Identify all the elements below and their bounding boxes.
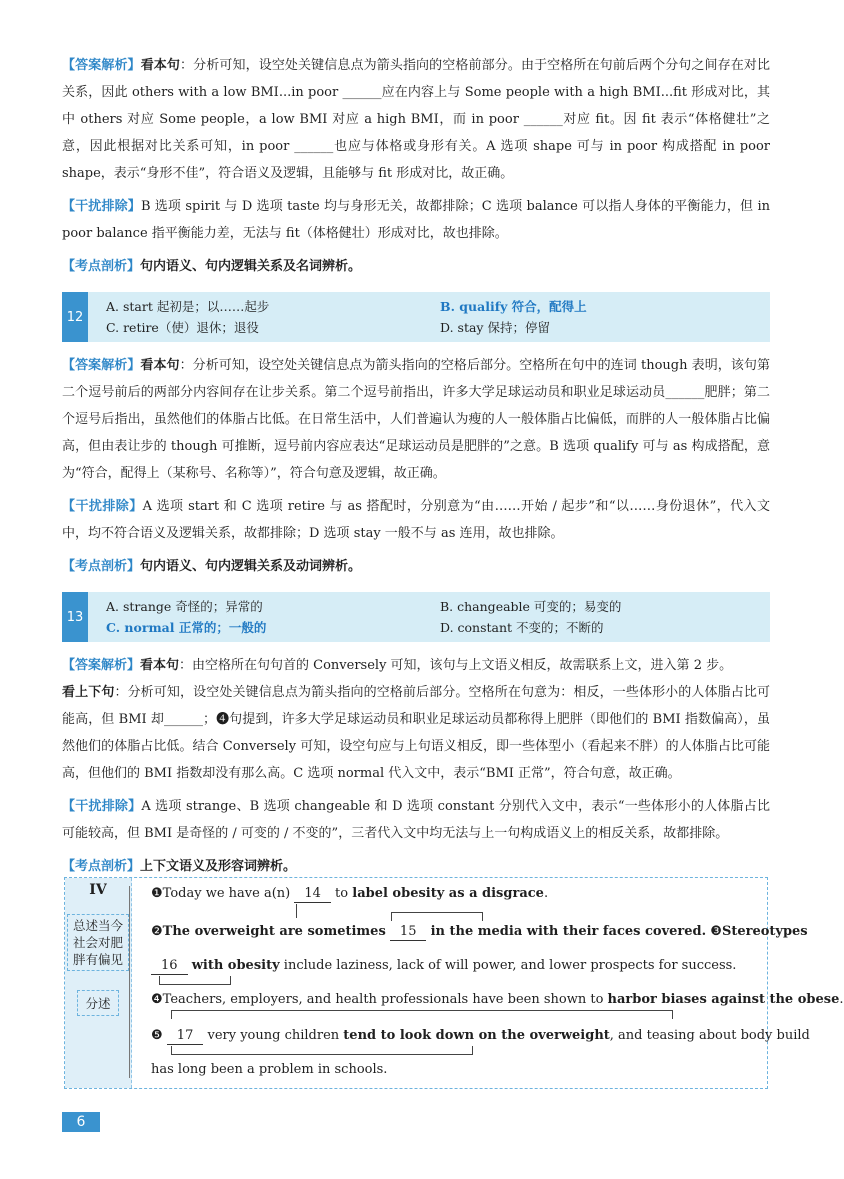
explain-text: ：由空格所在句句首的 Conversely 可知，该句与上文语义相反，故需联系上文，进入第 2 步。 [179, 658, 733, 673]
blank-16[interactable]: 16 [151, 958, 188, 975]
arrow-16 [159, 976, 231, 985]
blank-17[interactable]: 17 [167, 1028, 204, 1045]
passage-box [64, 877, 844, 1089]
sentence-2-3: ❷The overweight are sometimes 15 in the media with their faces covered. ❸Stereotypes [151, 924, 808, 939]
sentence-4: ❹Teachers, employers, and health professionals have been shown to harbor biases against the obese. [151, 992, 844, 1007]
answer-tag: 【答案解析】 [62, 358, 141, 373]
distract-text: A 选项 strange、B 选项 changeable 和 D 选项 constant 分别代入文中，表示“一些体形小的人体脂占比可能较高，但 BMI 是奇怪的 / 可变的 / 不变的”，三者代入文中均无法与上一句构成语义上的相反关系，故都排除。 [62, 799, 770, 841]
point-tag: 【考点剖析】 [62, 259, 141, 274]
option-c-correct: C. normal 正常的；一般的 [106, 620, 267, 635]
arrow-4-to-17 [171, 1010, 673, 1019]
q12-explanation [62, 352, 770, 487]
distract-tag: 【干扰排除】 [62, 199, 141, 214]
passage-sidebar [65, 878, 132, 1088]
option-a: A. start 起初是；以……起步 [106, 299, 270, 314]
blank-15[interactable]: 15 [390, 924, 427, 941]
distract-text: A 选项 start 和 C 选项 retire 与 as 搭配时，分别意为“由……开始 / 起步”和“以……身份退休”，代入文中，均不符合语义及逻辑关系，故都排除；D 选项 stay 一般不与 as 连用，故也排除。 [62, 499, 770, 541]
point-tag: 【考点剖析】 [62, 559, 141, 574]
q11-explanation [62, 52, 770, 187]
distract-text: B 选项 spirit 与 D 选项 taste 均与身形无关，故都排除；C 选项 balance 可以指人身体的平衡能力，但 in poor balance 指平衡能力差，无法与 fit（体格健壮）形成对比，故也排除。 [62, 199, 770, 241]
option-b: B. changeable 可变的；易变的 [440, 599, 622, 614]
explain-text: ：分析可知，设空处关键信息点为箭头指向的空格前部分。由于空格所在句前后两个分句之间存在对比关系，因此 others with a low BMI...in poor ______应在内容上与 Some people with a high BMI...fit 形成对比，其中 others 对应 Some people，a low BMI 对应 a high BMI，而 in poor ______对应 fit。因 fit 表示“体格健壮”之意，因此根据对比关系可知，in poor ______也应与体格或身形有关。A 选项 shape 可与 in poor 构成搭配 in poor shape，表示“身形不佳”，符合语义及逻辑，且能够与 fit 形成对比，故正确。 [62, 58, 770, 181]
arrow-14 [296, 904, 297, 918]
option-a: A. strange 奇怪的；异常的 [106, 599, 263, 614]
q12-options [62, 292, 770, 342]
sentence-3b: 16 with obesity include laziness, lack of will power, and lower prospects for success. [151, 956, 736, 976]
q13-explanation [62, 652, 770, 787]
option-b-correct: B. qualify 符合，配得上 [440, 299, 587, 314]
summary-label: 总述当今社会对肥胖有偏见 [67, 914, 129, 971]
q13-distract [62, 793, 770, 847]
option-d: D. stay 保持；停留 [440, 320, 550, 335]
sentence-5: ❺ 17 very young children tend to look down on the overweight, and teasing about body build [151, 1028, 810, 1043]
explain-lead: 看本句 [140, 358, 180, 373]
explain-text-2: ：分析可知，设空处关键信息点为箭头指向的空格前后部分。空格所在句意为：相反，一些体形小的人体脂占比可能高，但 BMI 却______；❹句提到，许多大学足球运动员和职业足球运动员都称得上肥胖（即他们的 BMI 指数偏高），虽然他们的体脂占比低。结合 Conversely 可知，设空句应与上句语义相反，即一些体型小（看起来不胖）的人体脂占比可能高，但他们的 BMI 指数却没有那么高。C 选项 normal 代入文中，表示“BMI 正常”，符合句意，故正确。 [62, 685, 770, 781]
question-number: 12 [62, 292, 88, 342]
option-c: C. retire（使）退休；退役 [106, 320, 259, 335]
sentence-1: ❶Today we have a(n) 14 to label obesity as a disgrace. [151, 886, 549, 901]
q13-options [62, 592, 770, 642]
page-number: 6 [62, 1112, 100, 1132]
point-tag: 【考点剖析】 [62, 859, 141, 874]
sub-label: 分述 [77, 990, 119, 1016]
bracket-line [129, 886, 130, 1078]
explain-lead: 看本句 [140, 658, 180, 673]
arrow-15 [391, 912, 483, 921]
q11-distract [62, 193, 770, 247]
q12-distract [62, 493, 770, 547]
answer-tag: 【答案解析】 [62, 58, 141, 73]
q12-point [62, 553, 770, 580]
point-text: 句内语义、句内逻辑关系及名词辨析。 [140, 259, 362, 274]
page-content [62, 52, 770, 886]
point-text: 句内语义、句内逻辑关系及动词辨析。 [140, 559, 362, 574]
explain-lead-2: 看上下句 [62, 685, 115, 700]
distract-tag: 【干扰排除】 [62, 799, 142, 814]
explain-lead: 看本句 [140, 58, 181, 73]
distract-tag: 【干扰排除】 [62, 499, 143, 514]
explain-text: ：分析可知，设空处关键信息点为箭头指向的空格后部分。空格所在句中的连词 though 表明，该句第二个逗号前后的两部分内容间存在让步关系。第二个逗号前指出，许多大学足球运动员和职业足球运动员______肥胖；第二个逗号后指出，虽然他们的体脂占比低。在日常生活中，人们普遍认为瘦的人一般体脂占比偏低，而胖的人一般体脂占比偏高，但由表让步的 though 可推断，逗号前内容应表达“足球运动员是肥胖的”之意。B 选项 qualify 可与 as 构成搭配，意为“符合，配得上（某称号、名称等）”，符合句意及逻辑，故正确。 [62, 358, 770, 481]
q11-point [62, 253, 770, 280]
blank-14[interactable]: 14 [294, 886, 331, 903]
sentence-5b: has long been a problem in schools. [151, 1062, 388, 1077]
option-d: D. constant 不变的；不断的 [440, 620, 604, 635]
answer-tag: 【答案解析】 [62, 658, 141, 673]
paragraph-number: IV [89, 882, 107, 898]
q13-point [62, 853, 770, 880]
point-text: 上下文语义及形容词辨析。 [140, 859, 297, 874]
arrow-17 [171, 1046, 473, 1055]
question-number: 13 [62, 592, 88, 642]
